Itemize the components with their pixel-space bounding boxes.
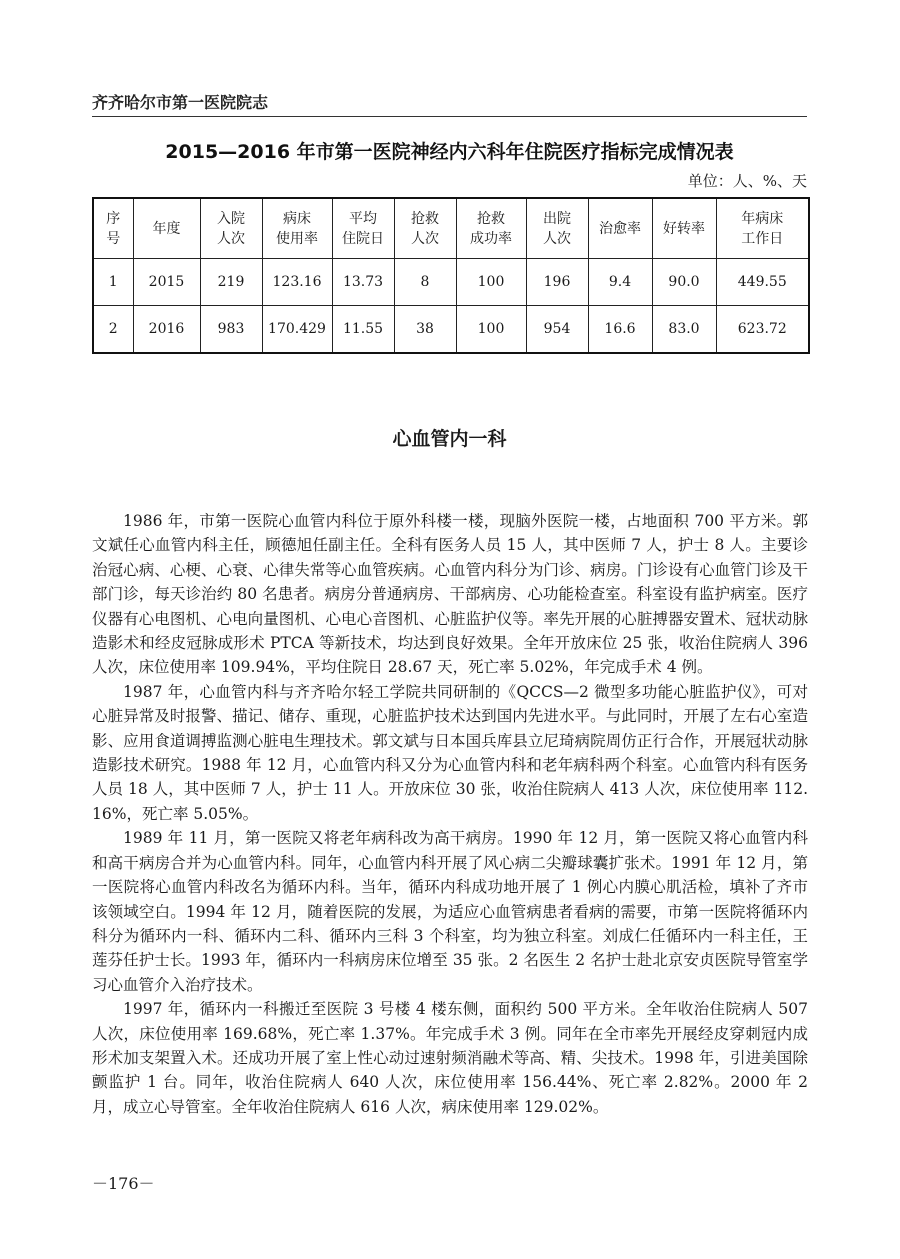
col-header-admissions: 入院 人次 [200, 198, 262, 259]
table-cell: 196 [526, 259, 588, 306]
table-cell: 83.0 [652, 306, 716, 354]
table-cell: 11.55 [332, 306, 394, 354]
table-cell: 90.0 [652, 259, 716, 306]
header-divider [92, 116, 807, 117]
table-cell: 38 [394, 306, 456, 354]
table-cell: 623.72 [716, 306, 809, 354]
table-cell: 2015 [133, 259, 200, 306]
table-unit: 单位：人、%、天 [687, 172, 807, 190]
table-cell: 100 [456, 259, 526, 306]
table-title: 2015—2016 年市第一医院神经内六科年住院医疗指标完成情况表 [165, 141, 734, 163]
table-cell: 219 [200, 259, 262, 306]
section-title: 心血管内一科 [392, 428, 507, 450]
table-cell: 1 [93, 259, 133, 306]
col-header-bed-workdays: 年病床 工作日 [716, 198, 809, 259]
table-header-row [93, 198, 809, 259]
table-cell: 100 [456, 306, 526, 354]
table-cell: 983 [200, 306, 262, 354]
col-header-year: 年度 [133, 198, 200, 259]
table-cell: 954 [526, 306, 588, 354]
col-header-bed-usage: 病床 使用率 [262, 198, 332, 259]
body-paragraph: 1989 年 11 月，第一医院又将老年病科改为高干病房。1990 年 12 月，第一医院又将心血管内科和高干病房合并为心血管内科。同年，心血管内科开展了风心病二尖瓣球囊扩张术。1991 年 12 月，第一医院将心血管内科改名为循环内科。当年，循环内科成功地开展了 1 例心内膜心肌活检，填补了齐市该领域空白。1994 年 12 月，随着医院的发展，为适应心血管病患者看病的需要，市第一医院将循环内科分为循环内一科、循环内二科、循环内三科 3 个科室，均为独立科室。刘成仁任循环内一科主任，王莲芬任护士长。1993 年，循环内一科病房床位增至 35 张。2 名医生 2 名护士赴北京安贞医院导管室学习心血管介入治疗技术。 [92, 829, 808, 994]
table-row [93, 306, 809, 354]
table-cell: 2016 [133, 306, 200, 354]
table-cell: 8 [394, 259, 456, 306]
section-body [92, 509, 808, 1119]
indicator-table [92, 197, 810, 354]
table-cell: 16.6 [588, 306, 652, 354]
body-paragraph: 1987 年，心血管内科与齐齐哈尔轻工学院共同研制的《QCCS—2 微型多功能心脏监护仪》，可对心脏异常及时报警、描记、储存、重现，心脏监护技术达到国内先进水平。与此同时，开展了左右心室造影、应用食道调搏监测心脏电生理技术。郭文斌与日本国兵库县立尼琦病院周仿正行合作，开展冠状动脉造影技术研究。1988 年 12 月，心血管内科又分为心血管内科和老年病科两个科室。心血管内科有医务人员 18 人，其中医师 7 人，护士 11 人。开放床位 30 张，收治住院病人 413 人次，床位使用率 112.16%，死亡率 5.05%。 [92, 682, 808, 823]
table-cell: 170.429 [262, 306, 332, 354]
col-header-index: 序 号 [93, 198, 133, 259]
col-header-cure-rate: 治愈率 [588, 198, 652, 259]
table-cell: 449.55 [716, 259, 809, 306]
table-cell: 9.4 [588, 259, 652, 306]
table-cell: 13.73 [332, 259, 394, 306]
body-paragraph: 1986 年，市第一医院心血管内科位于原外科楼一楼，现脑外医院一楼，占地面积 700 平方米。郭文斌任心血管内科主任，顾德旭任副主任。全科有医务人员 15 人，其中医师 7 人，护士 8 人。主要诊治冠心病、心梗、心衰、心律失常等心血管疾病。心血管内科分为门诊、病房。门诊设有心血管门诊及干部门诊，每天诊治约 80 名患者。病房分普通病房、干部病房、心功能检查室。科室设有监护病室。医疗仪器有心电图机、心电向量图机、心电心音图机、心脏监护仪等。率先开展的心脏搏器安置术、冠状动脉造影术和经皮冠脉成形术 PTCA 等新技术，均达到良好效果。全年开放床位 25 张，收治住院病人 396 人次，床位使用率 109.94%，平均住院日 28.67 天，死亡率 5.02%，年完成手术 4 例。 [92, 512, 808, 677]
table-cell: 2 [93, 306, 133, 354]
table-row [93, 259, 809, 306]
body-paragraph: 1997 年，循环内一科搬迁至医院 3 号楼 4 楼东侧，面积约 500 平方米。全年收治住院病人 507 人次，床位使用率 169.68%，死亡率 1.37%。年完成手术 3 例。同年在全市率先开展经皮穿刺冠内成形术加支架置入术。还成功开展了室上性心动过速射频消融术等高、精、尖技术。1998 年，引进美国除颤监护 1 台。同年，收治住院病人 640 人次，床位使用率 156.44%、死亡率 2.82%。2000 年 2 月，成立心导管室。全年收治住院病人 616 人次，病床使用率 129.02%。 [92, 1000, 808, 1116]
col-header-avg-stay: 平均 住院日 [332, 198, 394, 259]
col-header-improve-rate: 好转率 [652, 198, 716, 259]
page-number: －176－ [92, 1174, 155, 1193]
col-header-discharges: 出院 人次 [526, 198, 588, 259]
table-cell: 123.16 [262, 259, 332, 306]
book-title: 齐齐哈尔市第一医院院志 [92, 93, 269, 112]
col-header-rescues: 抢救 人次 [394, 198, 456, 259]
col-header-rescue-success: 抢救 成功率 [456, 198, 526, 259]
